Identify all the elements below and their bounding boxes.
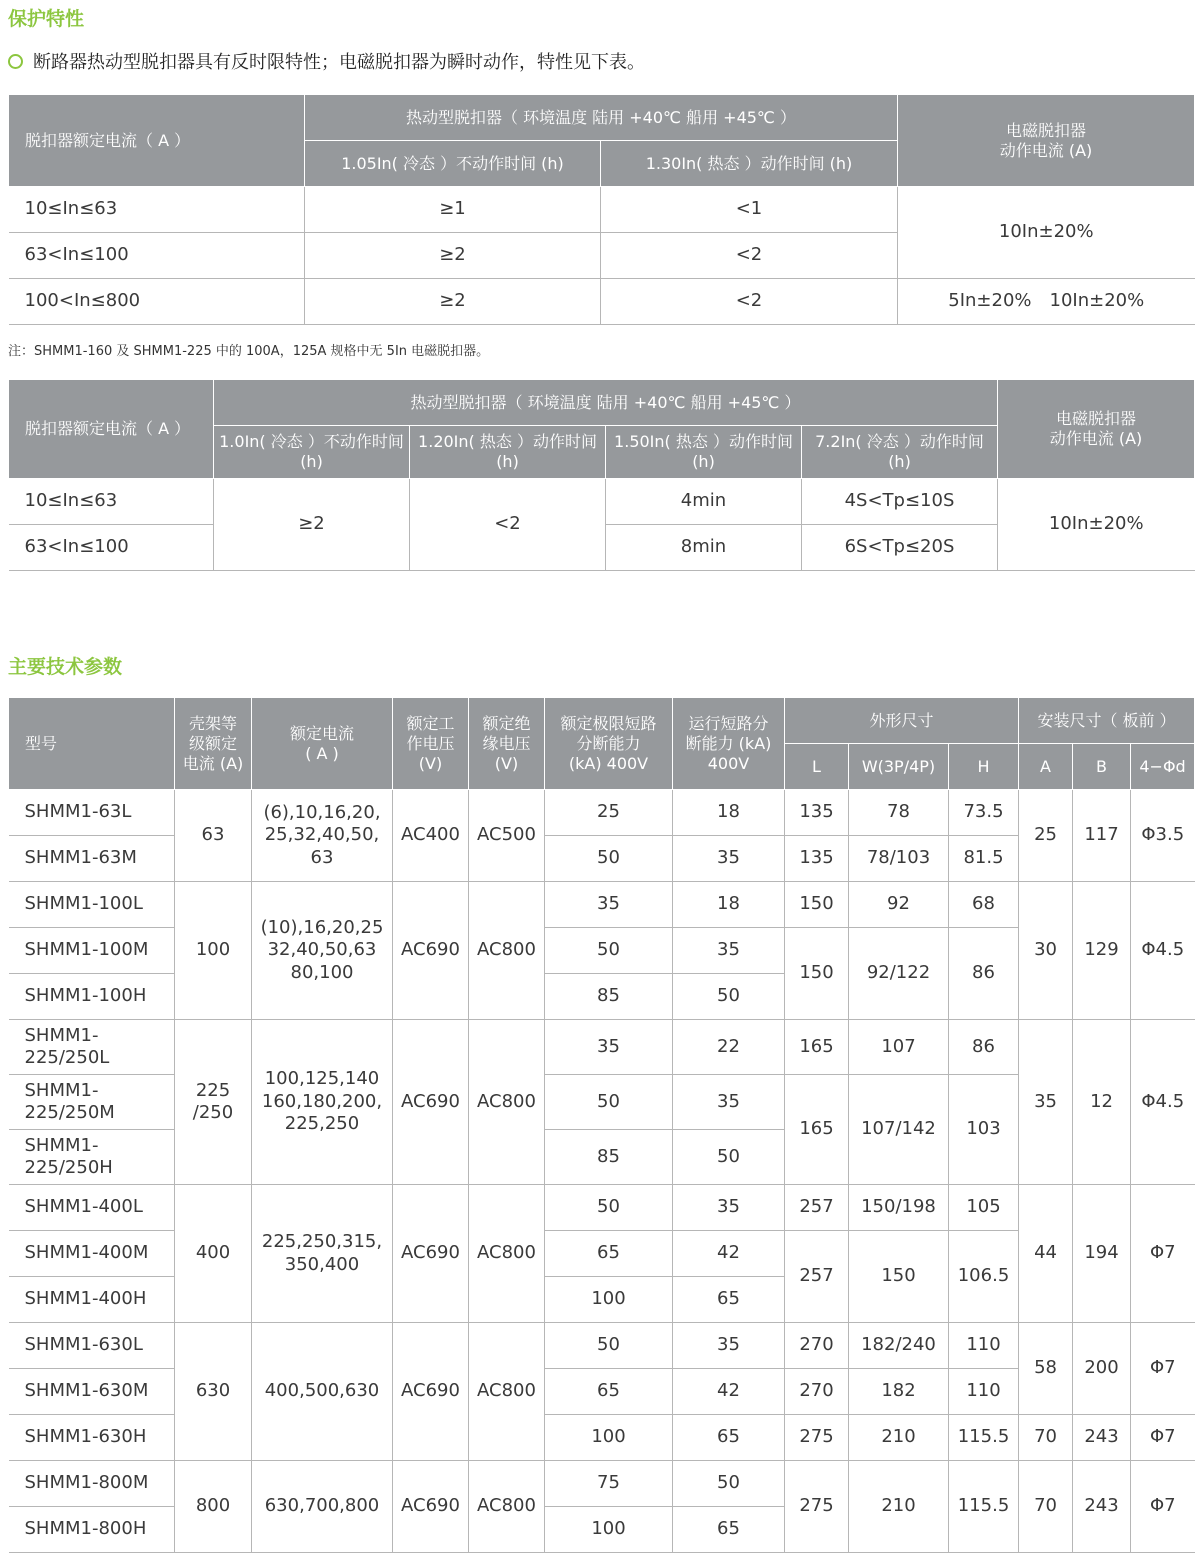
cell-ics: 65: [673, 1277, 785, 1323]
header-ics: 运行短路分 断能力 (kA) 400V: [673, 698, 785, 790]
cell-hot: <1: [601, 187, 898, 233]
cell-ui: AC800: [469, 882, 545, 1020]
cell-c3: 8min: [606, 525, 802, 571]
cell-ics: 35: [673, 1075, 785, 1130]
header-ue: 额定工 作电压 (V): [393, 698, 469, 790]
cell-ics: 42: [673, 1231, 785, 1277]
cell-icu: 65: [545, 1369, 673, 1415]
cell-model: SHMM1-100L: [9, 882, 175, 928]
cell-D: Φ7: [1131, 1323, 1195, 1415]
cell-model: SHMM1-630M: [9, 1369, 175, 1415]
cell-em: 10In±20%: [898, 187, 1195, 279]
cell-L: 135: [785, 790, 849, 836]
circle-bullet-icon: [8, 54, 23, 69]
cell-L: 165: [785, 1020, 849, 1075]
cell-L: 270: [785, 1323, 849, 1369]
cell-ue: AC690: [393, 1461, 469, 1553]
table-row: [9, 882, 1195, 928]
cell-H: 115.5: [949, 1415, 1019, 1461]
cell-H: 81.5: [949, 836, 1019, 882]
header-model: 型号: [9, 698, 175, 790]
cell-hot: <2: [601, 233, 898, 279]
header-D: 4−Φd: [1131, 744, 1195, 790]
cell-model: SHMM1-400L: [9, 1185, 175, 1231]
cell-L: 165: [785, 1075, 849, 1185]
cell-model: SHMM1- 225/250M: [9, 1075, 175, 1130]
cell-ics: 50: [673, 1130, 785, 1185]
cell-L: 150: [785, 882, 849, 928]
cell-icu: 50: [545, 928, 673, 974]
cell-model: SHMM1-400M: [9, 1231, 175, 1277]
cell-ics: 65: [673, 1415, 785, 1461]
cell-B: 129: [1073, 882, 1131, 1020]
cell-D: Φ7: [1131, 1415, 1195, 1461]
cell-A: 30: [1019, 882, 1073, 1020]
protection-table-2: [8, 379, 1195, 571]
cell-rated: 630,700,800: [252, 1461, 393, 1553]
header-H: H: [949, 744, 1019, 790]
cell-A: 70: [1019, 1415, 1073, 1461]
cell-model: SHMM1-63L: [9, 790, 175, 836]
header-ui: 额定绝 缘电压 (V): [469, 698, 545, 790]
cell-rated: (10),16,20,25 32,40,50,63 80,100: [252, 882, 393, 1020]
cell-H: 86: [949, 1020, 1019, 1075]
cell-L: 275: [785, 1415, 849, 1461]
cell-W: 182: [849, 1369, 949, 1415]
cell-frame: 100: [175, 882, 252, 1020]
cell-icu: 50: [545, 836, 673, 882]
cell-L: 270: [785, 1369, 849, 1415]
table-row: [9, 279, 1195, 325]
cell-W: 150: [849, 1231, 949, 1323]
spec-table: [8, 697, 1195, 1553]
cell-frame: 63: [175, 790, 252, 882]
table-row: [9, 1185, 1195, 1231]
header-em: 电磁脱扣器 动作电流 (A): [898, 95, 1195, 187]
cell-L: 257: [785, 1231, 849, 1323]
cell-em: 5In±20% 10In±20%: [898, 279, 1195, 325]
cell-icu: 100: [545, 1415, 673, 1461]
section-title-specs: 主要技术参数: [8, 656, 123, 678]
cell-ui: AC800: [469, 1323, 545, 1461]
cell-B: 194: [1073, 1185, 1131, 1323]
cell-L: 275: [785, 1461, 849, 1553]
cell-model: SHMM1-100M: [9, 928, 175, 974]
cell-ui: AC800: [469, 1185, 545, 1323]
cell-model: SHMM1-100H: [9, 974, 175, 1020]
cell-ics: 35: [673, 928, 785, 974]
intro-text: 断路器热动型脱扣器具有反时限特性；电磁脱扣器为瞬时动作，特性见下表。: [33, 52, 645, 73]
header-dims: 外形尺寸: [785, 698, 1019, 744]
cell-icu: 85: [545, 974, 673, 1020]
cell-W: 210: [849, 1461, 949, 1553]
cell-rated: 225,250,315, 350,400: [252, 1185, 393, 1323]
cell-B: 243: [1073, 1415, 1131, 1461]
cell-range: 63<In≤100: [9, 525, 214, 571]
cell-A: 44: [1019, 1185, 1073, 1323]
cell-range: 10≤In≤63: [9, 187, 305, 233]
cell-A: 25: [1019, 790, 1073, 882]
cell-D: Φ3.5: [1131, 790, 1195, 882]
cell-model: SHMM1-400H: [9, 1277, 175, 1323]
cell-W: 92: [849, 882, 949, 928]
intro-line: [8, 48, 645, 74]
cell-H: 86: [949, 928, 1019, 1020]
cell-model: SHMM1- 225/250H: [9, 1130, 175, 1185]
table-row: [9, 790, 1195, 836]
cell-ics: 18: [673, 790, 785, 836]
cell-ue: AC690: [393, 1020, 469, 1185]
cell-L: 150: [785, 928, 849, 1020]
cell-ui: AC500: [469, 790, 545, 882]
header-hot: 1.30In( 热态 ）动作时间 (h): [601, 141, 898, 187]
header-thermal: 热动型脱扣器（ 环境温度 陆用 +40℃ 船用 +45℃ ）: [214, 380, 998, 426]
cell-B: 243: [1073, 1461, 1131, 1553]
protection-table-1: [8, 94, 1195, 325]
header-em: 电磁脱扣器 动作电流 (A): [998, 380, 1195, 479]
header-c1: 1.0In( 冷态 ）不动作时间 (h): [214, 426, 410, 479]
cell-c2: <2: [410, 479, 606, 571]
header-mount: 安装尺寸（ 板前 ）: [1019, 698, 1195, 744]
header-c2: 1.20In( 热态 ）动作时间 (h): [410, 426, 606, 479]
table-row: [9, 479, 1195, 525]
cell-ue: AC400: [393, 790, 469, 882]
cell-W: 78/103: [849, 836, 949, 882]
cell-A: 70: [1019, 1461, 1073, 1553]
header-A: A: [1019, 744, 1073, 790]
cell-icu: 35: [545, 1020, 673, 1075]
cell-ics: 50: [673, 974, 785, 1020]
header-B: B: [1073, 744, 1131, 790]
cell-H: 68: [949, 882, 1019, 928]
header-W: W(3P/4P): [849, 744, 949, 790]
cell-icu: 85: [545, 1130, 673, 1185]
cell-ics: 18: [673, 882, 785, 928]
cell-model: SHMM1- 225/250L: [9, 1020, 175, 1075]
cell-B: 12: [1073, 1020, 1131, 1185]
cell-ue: AC690: [393, 1185, 469, 1323]
cell-cold: ≥2: [305, 279, 601, 325]
cell-H: 110: [949, 1369, 1019, 1415]
table-row: [9, 1323, 1195, 1369]
cell-icu: 25: [545, 790, 673, 836]
table-row: [9, 187, 1195, 233]
cell-D: Φ4.5: [1131, 1020, 1195, 1185]
cell-H: 115.5: [949, 1461, 1019, 1553]
cell-ics: 50: [673, 1461, 785, 1507]
cell-icu: 75: [545, 1461, 673, 1507]
cell-c4: 6S<Tp≤20S: [802, 525, 998, 571]
cell-range: 63<In≤100: [9, 233, 305, 279]
cell-ue: AC690: [393, 882, 469, 1020]
cell-W: 92/122: [849, 928, 949, 1020]
header-rated: 额定电流 ( A ): [252, 698, 393, 790]
header-thermal: 热动型脱扣器（ 环境温度 陆用 +40℃ 船用 +45℃ ）: [305, 95, 898, 141]
footnote: 注：SHMM1-160 及 SHMM1-225 中的 100A，125A 规格中无 5In 电磁脱扣器。: [8, 344, 490, 359]
cell-W: 107/142: [849, 1075, 949, 1185]
cell-icu: 65: [545, 1231, 673, 1277]
cell-cold: ≥1: [305, 187, 601, 233]
cell-model: SHMM1-800M: [9, 1461, 175, 1507]
cell-c4: 4S<Tp≤10S: [802, 479, 998, 525]
cell-D: Φ7: [1131, 1461, 1195, 1553]
header-frame: 壳架等 级额定 电流 (A): [175, 698, 252, 790]
cell-cold: ≥2: [305, 233, 601, 279]
cell-icu: 100: [545, 1507, 673, 1553]
cell-icu: 100: [545, 1277, 673, 1323]
cell-icu: 50: [545, 1323, 673, 1369]
cell-ue: AC690: [393, 1323, 469, 1461]
cell-A: 35: [1019, 1020, 1073, 1185]
cell-frame: 630: [175, 1323, 252, 1461]
cell-rated: 100,125,140 160,180,200, 225,250: [252, 1020, 393, 1185]
header-cold: 1.05In( 冷态 ）不动作时间 (h): [305, 141, 601, 187]
cell-D: Φ4.5: [1131, 882, 1195, 1020]
cell-c1: ≥2: [214, 479, 410, 571]
cell-H: 73.5: [949, 790, 1019, 836]
cell-H: 106.5: [949, 1231, 1019, 1323]
cell-ics: 35: [673, 1323, 785, 1369]
cell-ics: 22: [673, 1020, 785, 1075]
cell-ics: 35: [673, 836, 785, 882]
header-c4: 7.2In( 冷态 ）动作时间 (h): [802, 426, 998, 479]
cell-model: SHMM1-63M: [9, 836, 175, 882]
cell-W: 210: [849, 1415, 949, 1461]
cell-rated: (6),10,16,20, 25,32,40,50, 63: [252, 790, 393, 882]
cell-model: SHMM1-630L: [9, 1323, 175, 1369]
cell-c3: 4min: [606, 479, 802, 525]
cell-em: 10In±20%: [998, 479, 1195, 571]
cell-icu: 50: [545, 1075, 673, 1130]
header-icu: 额定极限短路 分断能力 (kA) 400V: [545, 698, 673, 790]
table-row: [9, 1020, 1195, 1075]
cell-ui: AC800: [469, 1461, 545, 1553]
cell-A: 58: [1019, 1323, 1073, 1415]
header-c3: 1.50In( 热态 ）动作时间 (h): [606, 426, 802, 479]
cell-range: 10≤In≤63: [9, 479, 214, 525]
table-row: [9, 1461, 1195, 1507]
cell-W: 107: [849, 1020, 949, 1075]
cell-L: 257: [785, 1185, 849, 1231]
cell-L: 135: [785, 836, 849, 882]
cell-ics: 65: [673, 1507, 785, 1553]
cell-D: Φ7: [1131, 1185, 1195, 1323]
cell-ics: 42: [673, 1369, 785, 1415]
cell-H: 103: [949, 1075, 1019, 1185]
cell-ui: AC800: [469, 1020, 545, 1185]
cell-model: SHMM1-800H: [9, 1507, 175, 1553]
cell-H: 110: [949, 1323, 1019, 1369]
section-title-protection: 保护特性: [8, 8, 85, 30]
cell-frame: 800: [175, 1461, 252, 1553]
cell-rated: 400,500,630: [252, 1323, 393, 1461]
cell-ics: 35: [673, 1185, 785, 1231]
cell-B: 117: [1073, 790, 1131, 882]
cell-hot: <2: [601, 279, 898, 325]
cell-frame: 225 /250: [175, 1020, 252, 1185]
cell-frame: 400: [175, 1185, 252, 1323]
cell-B: 200: [1073, 1323, 1131, 1415]
cell-H: 105: [949, 1185, 1019, 1231]
header-L: L: [785, 744, 849, 790]
cell-W: 182/240: [849, 1323, 949, 1369]
cell-icu: 50: [545, 1185, 673, 1231]
cell-icu: 35: [545, 882, 673, 928]
header-current: 脱扣器额定电流（ A ）: [9, 95, 305, 187]
cell-model: SHMM1-630H: [9, 1415, 175, 1461]
cell-W: 78: [849, 790, 949, 836]
cell-range: 100<In≤800: [9, 279, 305, 325]
header-current: 脱扣器额定电流（ A ）: [9, 380, 214, 479]
cell-W: 150/198: [849, 1185, 949, 1231]
